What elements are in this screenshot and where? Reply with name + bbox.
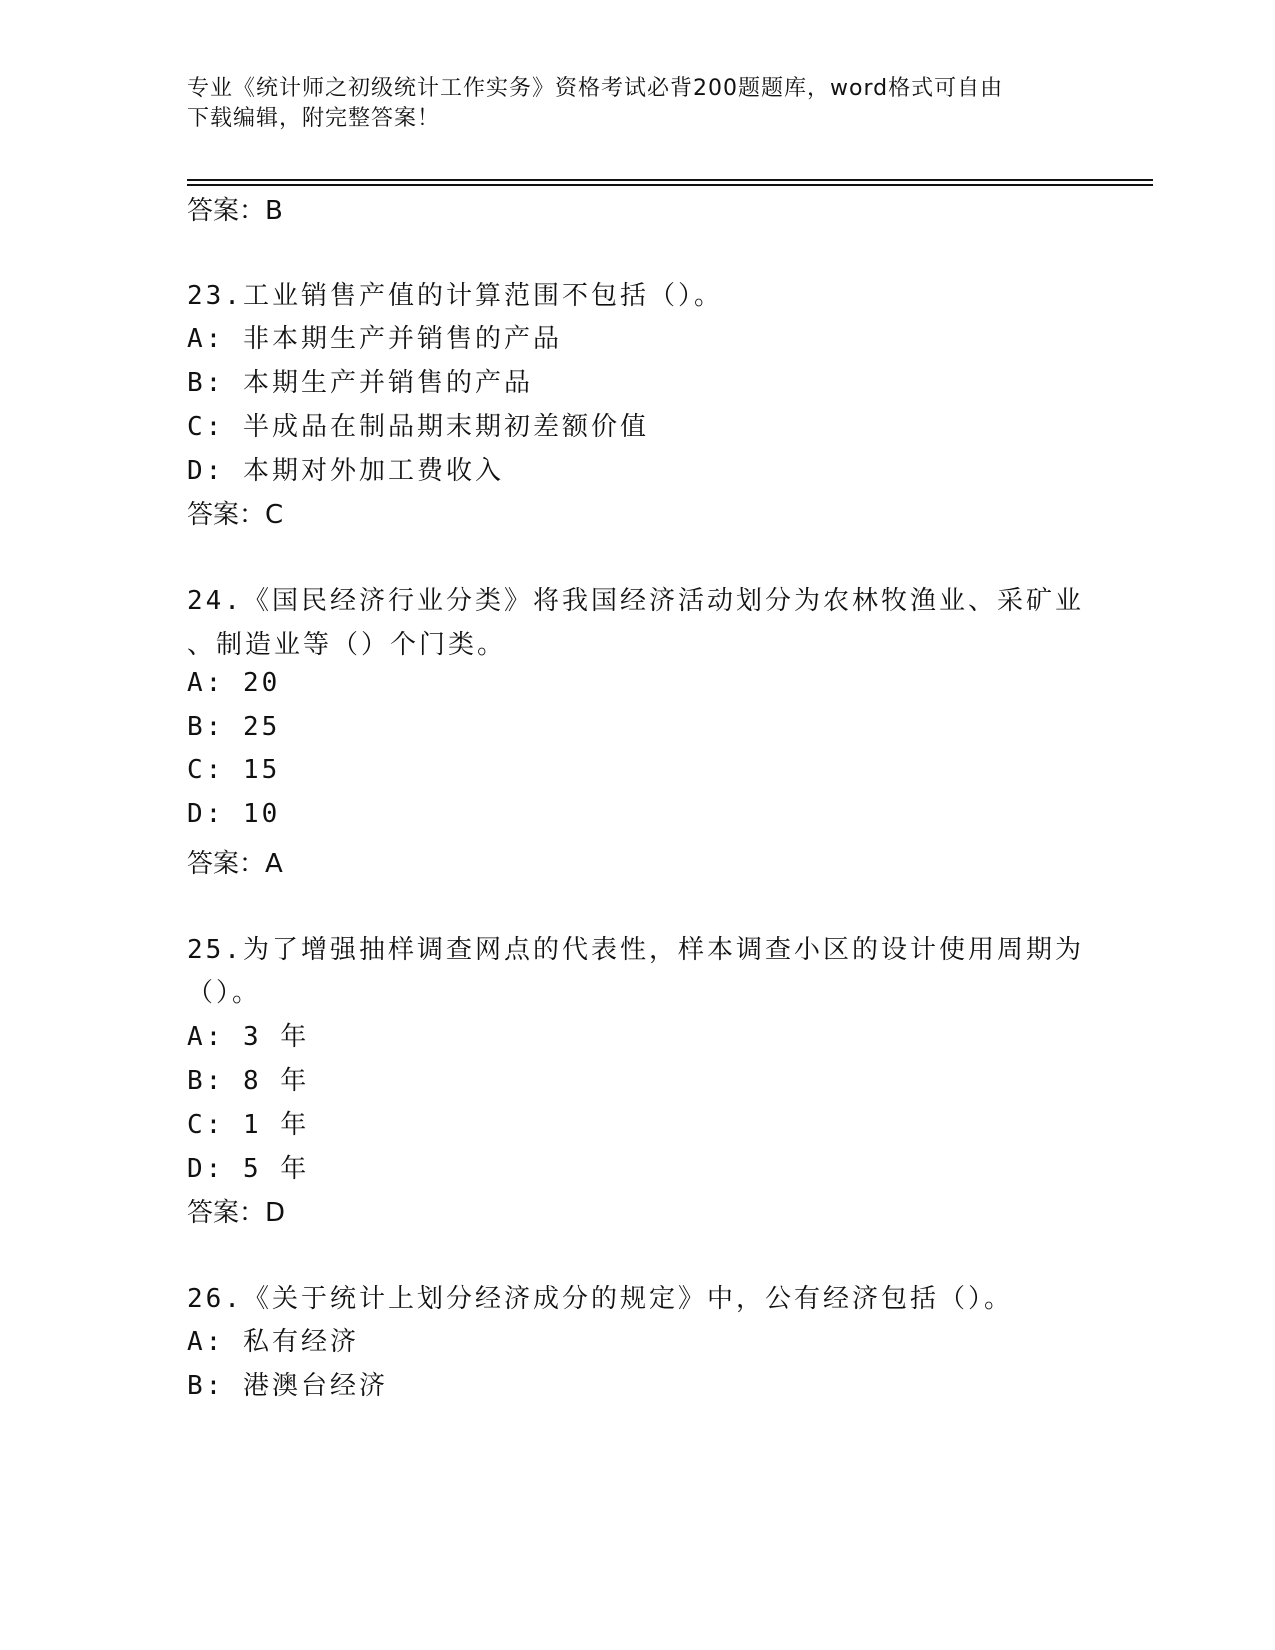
question-25-stem-line-2: （）。 xyxy=(187,978,262,1008)
question-25-option-a: A: 3 年 xyxy=(187,1022,310,1052)
question-24-stem-line-2: 、制造业等（）个门类。 xyxy=(187,630,507,660)
question-25-option-b: B: 8 年 xyxy=(187,1066,310,1096)
question-23-answer: 答案：C xyxy=(187,500,284,530)
question-23-option-c: C: 半成品在制品期末期初差额价值 xyxy=(187,412,649,442)
question-23-option-d: D: 本期对外加工费收入 xyxy=(187,456,504,486)
question-24-answer: 答案：A xyxy=(187,849,283,879)
header-divider-bottom xyxy=(187,184,1153,186)
question-24-option-b: B: 25 xyxy=(187,712,281,742)
question-23-option-b: B: 本期生产并销售的产品 xyxy=(187,368,533,398)
question-24-option-c: C: 15 xyxy=(187,755,281,785)
question-25-stem-line-1: 25.为了增强抽样调查网点的代表性，样本调查小区的设计使用周期为 xyxy=(187,935,1084,965)
header-divider-top xyxy=(187,179,1153,181)
header-line-2: 下载编辑，附完整答案！ xyxy=(187,106,441,131)
question-24-stem-line-1: 24.《国民经济行业分类》将我国经济活动划分为农林牧渔业、采矿业 xyxy=(187,586,1084,616)
question-23-option-a: A: 非本期生产并销售的产品 xyxy=(187,324,562,354)
question-25-answer: 答案：D xyxy=(187,1198,286,1228)
question-26-option-b: B: 港澳台经济 xyxy=(187,1371,388,1401)
question-26-stem: 26.《关于统计上划分经济成分的规定》中，公有经济包括（）。 xyxy=(187,1284,1013,1314)
header-line-1: 专业《统计师之初级统计工作实务》资格考试必背200题题库，word格式可自由 xyxy=(187,76,1004,101)
document-header xyxy=(187,74,1067,134)
question-26-option-a: A: 私有经济 xyxy=(187,1327,359,1357)
question-24-option-d: D: 10 xyxy=(187,799,281,829)
question-23-stem: 23.工业销售产值的计算范围不包括（）。 xyxy=(187,281,723,311)
question-24-option-a: A: 20 xyxy=(187,668,281,698)
answer-previous: 答案：B xyxy=(187,196,283,226)
question-25-option-d: D: 5 年 xyxy=(187,1154,310,1184)
question-25-option-c: C: 1 年 xyxy=(187,1110,310,1140)
